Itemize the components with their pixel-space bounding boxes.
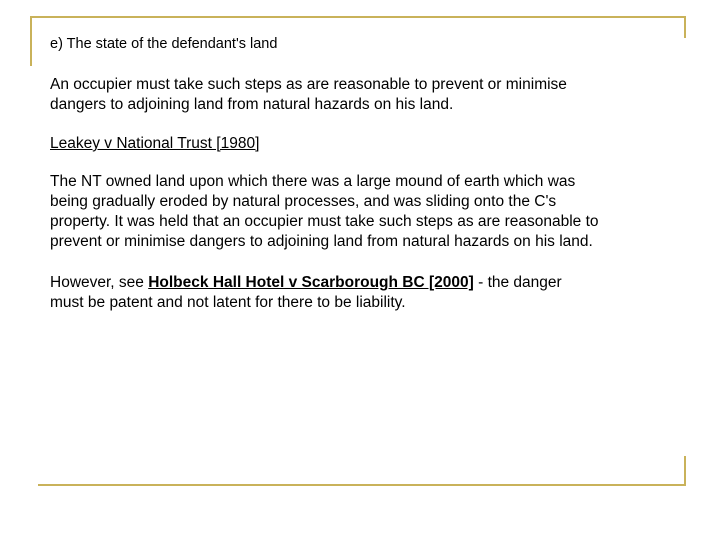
slide-heading: e) The state of the defendant's land — [50, 36, 278, 52]
case-title-paragraph — [50, 134, 700, 154]
intro-line: dangers to adjoining land from natural hazards on his land. — [50, 96, 454, 113]
however-case-title: Holbeck Hall Hotel v Scarborough BC [2000] — [148, 274, 474, 291]
bottom-right-rule — [684, 456, 686, 486]
however-suffix: - the danger — [473, 274, 562, 291]
slide-content — [50, 34, 700, 313]
however-paragraph — [50, 273, 700, 313]
intro-line: An occupier must take such steps as are reasonable to prevent or minimise — [50, 76, 567, 93]
however-line — [50, 273, 700, 293]
case-title: Leakey v National Trust [1980] — [50, 135, 260, 152]
top-rule — [30, 16, 686, 18]
however-prefix: However, see — [50, 274, 149, 291]
facts-line: being gradually eroded by natural processes, and was sliding onto the C's — [50, 193, 557, 210]
top-left-rule — [30, 16, 32, 66]
bottom-rule — [38, 484, 686, 486]
facts-line: The NT owned land upon which there was a large mound of earth which was — [50, 173, 576, 190]
facts-paragraph — [50, 172, 700, 252]
facts-line: prevent or minimise dangers to adjoining land from natural hazards on his land. — [50, 233, 593, 250]
intro-paragraph — [50, 75, 700, 115]
facts-line: property. It was held that an occupier must take such steps as are reasonable to — [50, 213, 599, 230]
however-line-2: must be patent and not latent for there to be liability. — [50, 294, 406, 311]
